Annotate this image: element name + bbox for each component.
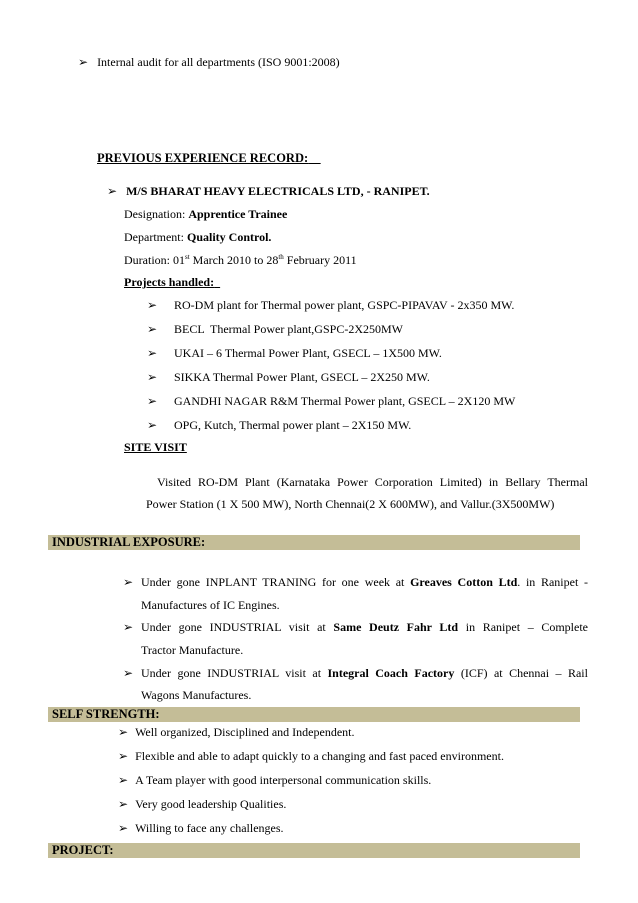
list-item: ➢ GANDHI NAGAR R&M Thermal Power plant, GSECL – 2X120 MW <box>147 394 516 408</box>
arrow-bullet-icon: ➢ <box>123 575 134 589</box>
list-item: ➢ RO-DM plant for Thermal power plant, GSPC-PIPAVAV - 2x350 MW. <box>147 298 515 312</box>
list-item: ➢ SIKKA Thermal Power Plant, GSECL – 2X250 MW. <box>147 370 430 384</box>
arrow-bullet-icon: ➢ <box>107 184 118 198</box>
list-item: ➢ Under gone INPLANT TRANING for one week at Greaves Cotton Ltd. in Ranipet - <box>123 575 588 589</box>
arrow-bullet-icon: ➢ <box>147 394 158 408</box>
arrow-bullet-icon: ➢ <box>147 298 158 312</box>
section-heading: PROJECT: <box>52 843 114 857</box>
section-heading: INDUSTRIAL EXPOSURE: <box>52 535 206 549</box>
list-item-continuation: Manufactures of IC Engines. <box>141 598 280 612</box>
arrow-bullet-icon: ➢ <box>147 370 158 384</box>
list-item: ➢ BECL Thermal Power plant,GSPC-2X250MW <box>147 322 403 336</box>
list-item: ➢ Flexible and able to adapt quickly to a changing and fast paced environment. <box>118 749 504 763</box>
site-visit-line-1: Visited RO-DM Plant (Karnataka Power Corporation Limited) in Bellary Thermal <box>157 475 588 489</box>
company-line: ➢ M/S BHARAT HEAVY ELECTRICALS LTD, - RANIPET. <box>107 184 430 198</box>
arrow-bullet-icon: ➢ <box>118 749 129 763</box>
list-item: ➢ Willing to face any challenges. <box>118 821 284 835</box>
arrow-bullet-icon: ➢ <box>118 725 129 739</box>
list-item: ➢ Under gone INDUSTRIAL visit at Integral Coach Factory (ICF) at Chennai – Rail <box>123 666 588 680</box>
top-bullet-text: Internal audit for all departments (ISO 9001:2008) <box>97 55 340 69</box>
list-item-continuation: Tractor Manufacture. <box>141 643 244 657</box>
list-item: ➢ A Team player with good interpersonal communication skills. <box>118 773 432 787</box>
self-strength-bar <box>48 707 580 722</box>
projects-heading: Projects handled: <box>124 275 215 289</box>
designation-line: Designation: Apprentice Trainee <box>124 207 288 221</box>
industrial-exposure-bar <box>48 535 580 550</box>
section-heading: SELF STRENGTH: <box>52 707 160 721</box>
project-bar <box>48 843 580 858</box>
duration-line: Duration: 01st March 2010 to 28th February 2011 <box>124 253 357 267</box>
arrow-bullet-icon: ➢ <box>118 821 129 835</box>
bullet-top <box>78 55 340 69</box>
arrow-bullet-icon: ➢ <box>147 346 158 360</box>
site-visit-line-2: Power Station (1 X 500 MW), North Chennai(2 X 600MW), and Vallur.(3X500MW) <box>146 497 555 511</box>
arrow-bullet-icon: ➢ <box>123 620 134 634</box>
previous-experience-heading: PREVIOUS EXPERIENCE RECORD: <box>97 151 309 165</box>
list-item: ➢ Under gone INDUSTRIAL visit at Same Deutz Fahr Ltd in Ranipet – Complete <box>123 620 588 634</box>
department-line: Department: Quality Control. <box>124 230 272 244</box>
list-item: ➢ Well organized, Disciplined and Independent. <box>118 725 355 739</box>
arrow-bullet-icon: ➢ <box>118 773 129 787</box>
arrow-bullet-icon: ➢ <box>78 55 89 69</box>
site-visit-heading: SITE VISIT <box>124 440 187 454</box>
arrow-bullet-icon: ➢ <box>118 797 129 811</box>
arrow-bullet-icon: ➢ <box>123 666 134 680</box>
list-item: ➢ UKAI – 6 Thermal Power Plant, GSECL – 1X500 MW. <box>147 346 442 360</box>
list-item: ➢ Very good leadership Qualities. <box>118 797 287 811</box>
list-item-continuation: Wagons Manufactures. <box>141 688 252 702</box>
arrow-bullet-icon: ➢ <box>147 322 158 336</box>
list-item: ➢ OPG, Kutch, Thermal power plant – 2X150 MW. <box>147 418 412 432</box>
arrow-bullet-icon: ➢ <box>147 418 158 432</box>
